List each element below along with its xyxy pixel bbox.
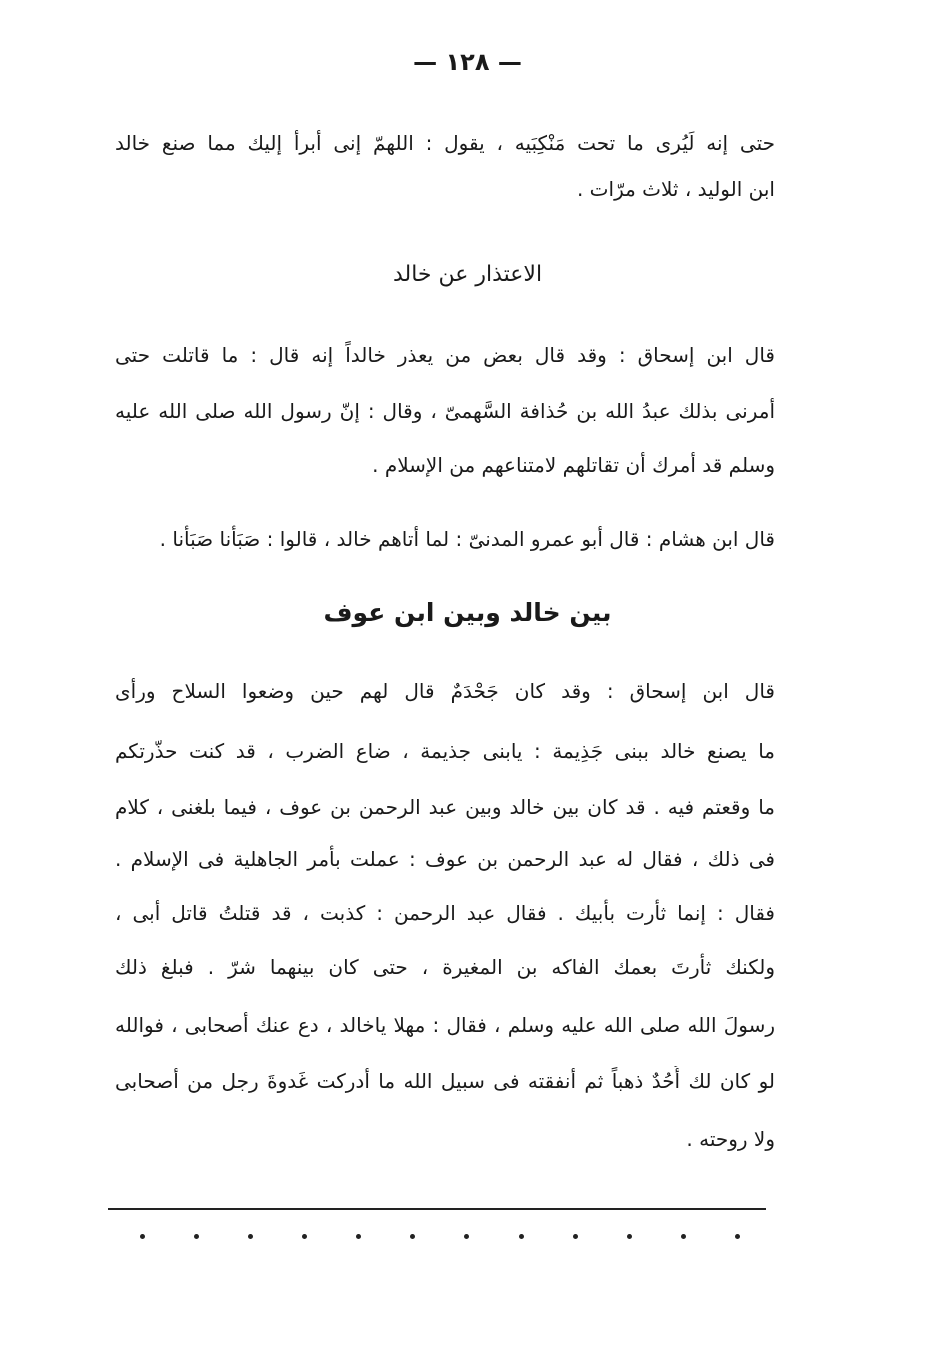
footer-dot xyxy=(302,1234,307,1239)
footer-dot xyxy=(681,1234,686,1239)
footer-dot xyxy=(627,1234,632,1239)
footer-dot xyxy=(194,1234,199,1239)
footer-dot xyxy=(519,1234,524,1239)
footer-dot xyxy=(248,1234,253,1239)
intro-line-2: ابن الوليد ، ثلاث مرّات . xyxy=(576,177,775,201)
section2-para1-line-3: ما وقعتم فيه . قد كان بين خالد وبين عبد الرحمن بن عوف ، فيما بلغنى ، كلام xyxy=(115,795,775,819)
footer-rule xyxy=(108,1208,766,1210)
section2-para1-line-9: ولا روحته . xyxy=(686,1127,775,1151)
section2-para1-line-7: رسولَ الله صلى الله عليه وسلم ، فقال : مهلا ياخالد ، دع عنك أصحابى ، فوالله xyxy=(115,1013,775,1037)
page-number: — ١٢٨ — xyxy=(413,48,522,76)
footer-dot xyxy=(573,1234,578,1239)
section1-para1-line-2: أمرنى بذلك عبدُ الله بن حُذافة السَّهمىّ ، وقال : إنّ رسول الله صلى الله عليه xyxy=(115,399,775,423)
intro-line-1: حتى إنه لَيُرى ما تحت مَنْكِبَيه ، يقول : اللهمّ إنى أبرأ إليك مما صنع خالد xyxy=(115,131,775,155)
section2-para1-line-5: فقال : إنما ثأرت بأبيك . فقال عبد الرحمن : كذبت ، قد قتلتُ قاتل أبى ، xyxy=(115,901,775,925)
section2-para1-line-4: فى ذلك ، فقال له عبد الرحمن بن عوف : عملت بأمر الجاهلية فى الإسلام . xyxy=(115,847,775,871)
footer-dot xyxy=(464,1234,469,1239)
footer-dot xyxy=(735,1234,740,1239)
section2-para1-line-6: ولكنك ثأرتَ بعمك الفاكه بن المغيرة ، حتى كان بينهما شرّ . فبلغ ذلك xyxy=(115,955,775,979)
footer-dot xyxy=(140,1234,145,1239)
section1-para2-line-1: قال ابن هشام : قال أبو عمرو المدنىّ : لما أتاهم خالد ، قالوا : صَبَأْنا صَبَأْنا . xyxy=(159,527,775,551)
footer-dots xyxy=(140,1234,740,1239)
section-heading-khalid-ibn-awf: بين خالد وبين ابن عوف xyxy=(323,598,612,627)
section1-para1-line-3: وسلم قد أمرك أن تقاتلهم لامتناعهم من الإسلام . xyxy=(372,453,775,477)
section-heading-apology: الاعتذار عن خالد xyxy=(392,262,543,287)
section1-para1-line-1: قال ابن إسحاق : وقد قال بعض من يعذر خالداً إنه قال : ما قاتلت حتى xyxy=(115,343,775,367)
section2-para1-line-2: ما يصنع خالد ببنى جَذِيمة : يابنى جذيمة ، ضاع الضرب ، قد كنت حذّرتكم xyxy=(115,739,775,763)
section2-para1-line-1: قال ابن إسحاق : وقد كان جَحْدَمٌ قال لهم حين وضعوا السلاح ورأى xyxy=(115,679,775,703)
section2-para1-line-8: لو كان لك أُحُدٌ ذهباً ثم أنفقته فى سبيل الله ما أدركت غَدوةَ رجل من أصحابى xyxy=(115,1069,775,1093)
footer-dot xyxy=(356,1234,361,1239)
footer-dot xyxy=(410,1234,415,1239)
